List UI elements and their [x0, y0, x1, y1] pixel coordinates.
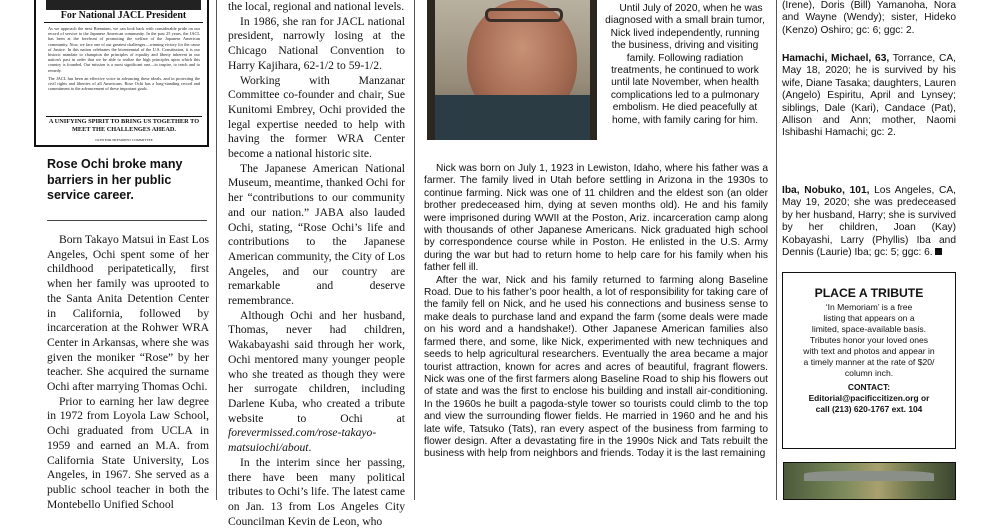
- obituary-entry: (Irene), Doris (Bill) Yamanoha, Nora and Wayne (Wendy); sister, Hideko (Kenzo) Oshiro; gc: 6; ggc: 2.: [782, 0, 956, 36]
- obituary-name: Hamachi, Michael, 63,: [782, 53, 890, 64]
- photo-glasses: [485, 8, 563, 22]
- tribute-line: a timely manner at the rate of $20/: [803, 357, 935, 367]
- obituary-entry: [782, 185, 956, 259]
- photo-caption: Rose Ochi broke many barriers in her public service career.: [47, 157, 183, 203]
- column-divider: [216, 0, 217, 500]
- contact-email-link[interactable]: Editorial@pacificcitizen.org: [808, 393, 919, 403]
- article-paragraph: Working with Manzanar Committee co-founder and chair, Sue Kunitomi Embrey, Ochi provided the legal expertise needed to help with having the former WRA Center become a national historic site.: [228, 73, 405, 161]
- article-paragraph: Prior to earning her law degree in 1972 from Loyola Law School, Ochi graduated from UCLA in 1959 and earned an M.A. from California State University, Los Angeles, in 1967. She served as a public school teacher in both the Montebello Unified School: [47, 394, 209, 511]
- contact-phone: call (213) 620-1767 ext. 104: [815, 404, 923, 414]
- tribute-line: listing that appears on a: [823, 313, 915, 323]
- tribute-line: column inch.: [844, 368, 894, 378]
- tribute-line: ‘In Memoriam’ is a free: [825, 302, 913, 312]
- obituary-entry: [782, 53, 956, 140]
- tribute-title: PLACE A TRIBUTE: [814, 286, 924, 300]
- ad-body: [48, 26, 200, 94]
- feature-body: [424, 163, 768, 461]
- photo-shirt: [435, 95, 590, 140]
- article-paragraph: The Japanese American National Museum, meantime, thanked Ochi for her “contributions to our community and our nation.” JABA also lauded Ochi, stating, “Rose Ochi’s life and contributions to the Japanese American community, the City of Los Angeles, and our country are remarkable and deserve remembrance.: [228, 161, 405, 308]
- ad-title: For National JACL President: [44, 10, 203, 23]
- column-divider: [776, 0, 777, 500]
- tribute-website-link[interactable]: forevermissed.com/rose-takayo-matsuiochi/about: [228, 426, 377, 455]
- garden-photo: [783, 462, 956, 500]
- feature-intro-paragraph: [603, 3, 767, 127]
- portrait-photo: [427, 0, 597, 140]
- tribute-line: limited, space-available basis.: [811, 324, 927, 334]
- obituary-text: Torrance, CA, May 18, 2020; he is survived by his wife, Diane Tasaka; daughters, Lauren (Angelo) Espiritu, April and Lynsey; siblings, Dale (Kari), Candace (Pat), Allison and Ann; mother, Naomi Ishibashi Hamachi; gc: 2.: [782, 53, 956, 139]
- article-paragraph: In 1986, she ran for JACL national president, narrowly losing at the Chicago National Convention to Harry Kajihara, 62-1/2 to 59-1/2.: [228, 14, 405, 72]
- end-of-story-icon: [935, 248, 942, 255]
- ad-body-paragraph: As we approach the next Biennium, we can look back with considerable pride on our record of service to the Japanese American community. In the past 25 years, the JACL has been at the forefront of promoting the welfare of the Japanese American community. Now, we face one of our greatest challenges—winning victory for the cause of Justice. In this nation celebrates the bicentennial of the U.S. Constitution, it is our historic mandate to champion the principles of equality and liberty inherent in our nation's past in order that we be able to realize the high principles upon which this country is founded. Our mission is a most significant one—to inspire, to teach and to remedy.: [48, 26, 200, 73]
- article-paragraph: In the interim since her passing, there have been many political tributes to Ochi’s life. The latest came on Jan. 13 from Los Angeles City Councilman Kevin de Leon, who: [228, 455, 405, 528]
- article-paragraph: Born Takayo Matsui in East Los Angeles, Ochi spent some of her childhood peripatetically, first when her family was uprooted to the Santa Anita Detention Center in California, followed by incarceration at the Rohwer WRA Center in Arkansas, where she was given the moniker “Rose” by her teacher. She acquired the surname Ochi after marrying Thomas Ochi.: [47, 233, 209, 394]
- campaign-advertisement: [34, 0, 209, 147]
- left-column: [28, 0, 210, 511]
- feature-paragraph: After the war, Nick and his family returned to farming along Baseline Road. Due to his father’s poor health, a lot of responsibility for taking care of the family fell on Nick, and he used his connections and business sense to make deals to purchase land and expand the farm (some deals were made on his word and a handshake!). Other Japanese American families also farmed there, and some, like Nick, experimented with new techniques and seeds to help agricultural researchers. Eventually the area became a major tourist attraction, known for acres and acres of beautiful, fragrant flowers. Nick was one of the first farmers along Baseline Road to ship his flowers out of state and was the first to enclose his building and install air-conditioning. In the 1960s he built a pagoda-style tower so tourists could climb to the top and view the surrounding flower fields. He married in 1960 and he and his late wife, Tatsuko (Tats), ran every aspect of the business from farming to flower design. After a devastating fire in the 1990s Nick and Tats rebuilt the business with help from neighbors and friends. Today it is the last remaining: [424, 274, 768, 460]
- paragraph-text: Although Ochi and her husband, Thomas, never had children, Wakabayashi said through her work, Ochi mentored many younger people who she treated as though they were her surrogate children, including Darlene Kuba, who created a tribute website to Ochi at: [228, 308, 405, 425]
- article-paragraph: the local, regional and national levels.: [228, 0, 405, 13]
- obituary-listings: [782, 0, 956, 500]
- article-paragraph: [228, 309, 405, 456]
- ad-footer: OCHI FOR PRESIDENT COMMITTEE: [95, 138, 153, 142]
- article-text-column-2: [228, 0, 405, 528]
- tribute-line: Tributes honor your loved ones: [809, 335, 929, 345]
- ad-body-paragraph: The JACL has been an effective voice in advancing these ideals, and in protecting the civil rights and liberties of all Americans. Rose Ochi has a long-standing record and commitment to the advancement of these important goals.: [48, 75, 200, 92]
- obituary-feature: [420, 0, 770, 500]
- obituary-text: Los Angeles, CA, May 19, 2020; she was predeceased by her husband, Harry; she is survived by her children, Joan (Kay) Kobayashi, Larry (Phyllis) Iba and Dennis (Laurie) Iba; gc: 5; ggc: 6.: [782, 185, 956, 259]
- feature-intro-text: Until July of 2020, when he was diagnosed with a small brain tumor, Nick lived independently, running the business, driving and visiting family. Following radiation treatments, he continued to work until late November, when health complications led to a pulmonary embolism. He died peacefully at home, with family caring for him.: [605, 3, 765, 126]
- feature-paragraph: Nick was born on July 1, 1923 in Lewiston, Idaho, where his father was a farmer. The family lived in Utah before settling in Arizona in the 1930s to continue farming. Nick was one of 11 children and the eldest son (an older brother predeceased him, dying at seven months old). He and his family were imprisoned during WWII at the Poston, Ariz. incarceration camp along with thousands of other Japanese Americans. Nick graduated high school by correspondence course while in Poston. He enlisted in the U.S. Army during the war but had to return home to help care for his family when his father fell ill.: [424, 163, 768, 274]
- obituary-name: Iba, Nobuko, 101,: [782, 185, 870, 196]
- tribute-line: with text and photos and appear in: [803, 346, 935, 356]
- ad-slogan: A UNIFYING SPIRIT TO BRING US TOGETHER TO MEET THE CHALLENGES AHEAD.: [46, 116, 202, 134]
- contact-label: CONTACT:: [847, 382, 891, 392]
- tribute-contact: [789, 382, 949, 415]
- article-text-column-1: [47, 233, 209, 512]
- column-divider: [414, 0, 415, 500]
- ad-photo-strip: [46, 0, 201, 10]
- paragraph-end: .: [308, 441, 312, 455]
- place-a-tribute-box: [782, 272, 956, 449]
- contact-or: or: [921, 393, 930, 403]
- caption-divider: [47, 220, 207, 221]
- photo-pagoda-roof: [804, 471, 934, 481]
